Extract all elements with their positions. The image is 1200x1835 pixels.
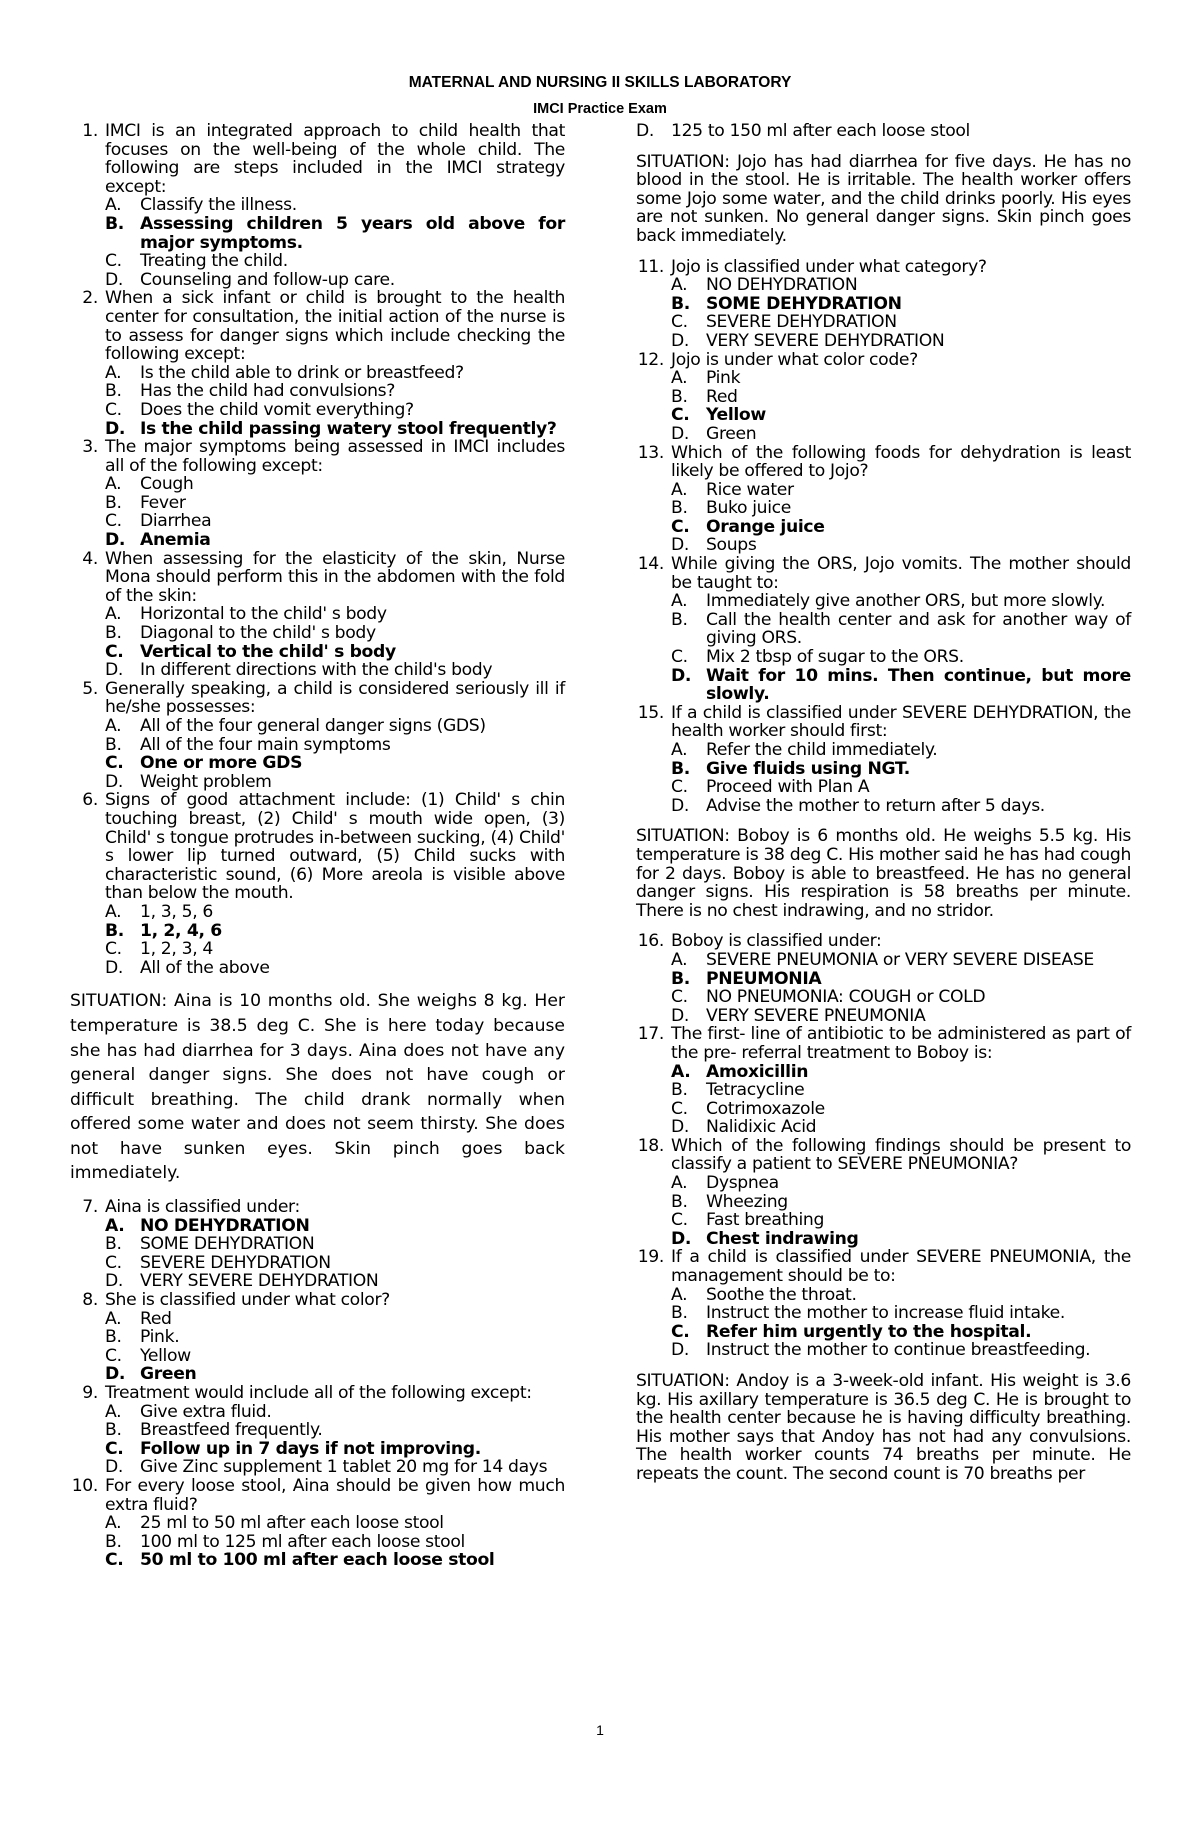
option-d bbox=[671, 425, 1131, 444]
option-letter: C. bbox=[671, 516, 690, 537]
option-letter: B. bbox=[671, 1303, 688, 1324]
option-text: Dyspnea bbox=[706, 1173, 779, 1194]
option-text: 1, 2, 4, 6 bbox=[140, 920, 222, 941]
question-17 bbox=[636, 1025, 1131, 1137]
option-a bbox=[105, 196, 565, 215]
option-text: VERY SEVERE DEHYDRATION bbox=[706, 330, 945, 351]
option-text: Nalidixic Acid bbox=[706, 1117, 817, 1138]
option-text: Refer him urgently to the hospital. bbox=[706, 1321, 1032, 1342]
option-c bbox=[671, 1211, 1131, 1230]
option-c bbox=[671, 648, 1131, 667]
option-d bbox=[105, 1272, 565, 1291]
option-text: SOME DEHYDRATION bbox=[140, 1234, 315, 1255]
option-letter: A. bbox=[105, 1513, 122, 1534]
question-text: Boboy is classified under: bbox=[671, 931, 882, 952]
option-a bbox=[105, 475, 565, 494]
option-letter: C. bbox=[671, 312, 688, 333]
option-letter: D. bbox=[671, 330, 689, 351]
option-c-correct bbox=[671, 1323, 1131, 1342]
question-text: Jojo is under what color code? bbox=[671, 349, 918, 370]
question-text: Which of the following findings should be present to classify a patient to SEVERE PNEUMONIA? bbox=[671, 1135, 1131, 1175]
option-letter: B. bbox=[105, 734, 122, 755]
option-text: Proceed with Plan A bbox=[706, 777, 870, 798]
option-text: Tetracycline bbox=[706, 1080, 805, 1101]
option-b bbox=[105, 1328, 565, 1347]
option-text: Fast breathing bbox=[706, 1210, 825, 1231]
option-letter: B. bbox=[671, 498, 688, 519]
question-text: IMCI is an integrated approach to child health that focuses on the well-being of the whole child. The following are steps included in the IMCI strategy except: bbox=[105, 121, 565, 197]
option-letter: D. bbox=[105, 1364, 126, 1385]
option-letter: D. bbox=[671, 1117, 689, 1138]
page-title: MATERNAL AND NURSING II SKILLS LABORATORY bbox=[408, 74, 792, 91]
option-c bbox=[671, 313, 1131, 332]
option-text: Diagonal to the child' s body bbox=[140, 623, 376, 644]
option-letter: B. bbox=[671, 758, 690, 779]
question-text: The major symptoms being assessed in IMCI includes all of the following except: bbox=[105, 437, 565, 476]
option-letter: D. bbox=[105, 771, 123, 792]
option-text: 1, 2, 3, 4 bbox=[140, 939, 214, 960]
option-text: SEVERE DEHYDRATION bbox=[140, 1252, 331, 1273]
option-letter: C. bbox=[105, 399, 122, 420]
option-letter: B. bbox=[671, 968, 690, 989]
question-number: 6. bbox=[82, 790, 98, 811]
option-b-correct bbox=[671, 970, 1131, 989]
option-c bbox=[105, 512, 565, 531]
option-c bbox=[105, 1254, 565, 1273]
option-a bbox=[671, 369, 1131, 388]
option-text: Green bbox=[140, 1364, 197, 1385]
option-letter: A. bbox=[671, 479, 688, 500]
option-a bbox=[105, 903, 565, 922]
question-1 bbox=[70, 122, 565, 289]
option-text: NO DEHYDRATION bbox=[706, 275, 858, 296]
question-number: 11. bbox=[637, 256, 664, 277]
option-d bbox=[105, 959, 565, 978]
option-text: Amoxicillin bbox=[706, 1061, 809, 1082]
option-a bbox=[671, 481, 1131, 500]
option-letter: D. bbox=[105, 957, 123, 978]
option-text: Wait for 10 mins. Then continue, but more slowly. bbox=[706, 665, 1131, 705]
option-letter: D. bbox=[636, 121, 654, 141]
option-letter: C. bbox=[105, 511, 122, 532]
option-letter: A. bbox=[671, 949, 688, 970]
option-d-continued bbox=[636, 122, 1131, 141]
option-text: Red bbox=[706, 386, 738, 407]
option-letter: C. bbox=[105, 1252, 122, 1273]
page-subtitle: IMCI Practice Exam bbox=[533, 101, 667, 117]
option-letter: B. bbox=[671, 293, 690, 314]
option-a bbox=[671, 741, 1131, 760]
question-number: 14. bbox=[637, 554, 664, 575]
question-number: 3. bbox=[82, 437, 98, 458]
option-letter: A. bbox=[671, 1061, 691, 1082]
option-text: Vertical to the child' s body bbox=[140, 641, 396, 662]
option-letter: D. bbox=[671, 535, 689, 556]
option-c bbox=[671, 988, 1131, 1007]
left-column bbox=[70, 122, 565, 1570]
option-c-correct bbox=[105, 754, 565, 773]
question-number: 1. bbox=[82, 121, 98, 141]
option-b-correct bbox=[105, 922, 565, 941]
option-letter: C. bbox=[105, 1438, 124, 1459]
option-text: Red bbox=[140, 1308, 172, 1329]
question-2 bbox=[70, 289, 565, 438]
option-letter: B. bbox=[671, 386, 688, 407]
option-letter: A. bbox=[105, 1308, 122, 1329]
option-text: Does the child vomit everything? bbox=[140, 399, 414, 420]
option-b-correct bbox=[671, 295, 1131, 314]
option-text: One or more GDS bbox=[140, 753, 303, 774]
question-9 bbox=[70, 1384, 565, 1477]
option-letter: B. bbox=[105, 492, 122, 513]
option-b bbox=[671, 1193, 1131, 1212]
option-letter: B. bbox=[105, 1531, 122, 1552]
option-c bbox=[671, 778, 1131, 797]
option-letter: D. bbox=[105, 530, 126, 551]
question-16 bbox=[636, 932, 1131, 1025]
option-d-correct bbox=[671, 1230, 1131, 1249]
option-letter: B. bbox=[105, 381, 122, 402]
option-letter: B. bbox=[671, 1191, 688, 1212]
question-12 bbox=[636, 351, 1131, 444]
option-text: Buko juice bbox=[706, 498, 791, 519]
question-5 bbox=[70, 680, 565, 792]
option-letter: A. bbox=[671, 275, 688, 296]
option-letter: A. bbox=[671, 591, 688, 612]
option-b-correct bbox=[105, 215, 565, 252]
question-7 bbox=[70, 1198, 565, 1291]
option-text: Is the child able to drink or breastfeed? bbox=[140, 362, 464, 383]
option-a bbox=[105, 1514, 565, 1533]
option-text: Weight problem bbox=[140, 771, 272, 792]
question-number: 2. bbox=[82, 288, 98, 309]
option-letter: C. bbox=[105, 1345, 122, 1366]
option-text: Classify the illness. bbox=[140, 195, 297, 216]
option-text: Rice water bbox=[706, 479, 794, 500]
question-number: 9. bbox=[82, 1383, 98, 1403]
option-c-correct bbox=[105, 1551, 565, 1570]
option-text: Is the child passing watery stool frequently? bbox=[140, 418, 557, 439]
option-letter: D. bbox=[105, 269, 123, 290]
option-text: All of the above bbox=[140, 957, 270, 978]
question-number: 15. bbox=[637, 702, 664, 723]
option-c-correct bbox=[671, 406, 1131, 425]
option-letter: C. bbox=[105, 641, 124, 662]
option-letter: D. bbox=[105, 1457, 123, 1478]
option-letter: D. bbox=[105, 418, 126, 439]
option-d bbox=[105, 1458, 565, 1477]
question-text: If a child is classified under SEVERE PNEUMONIA, the management should be to: bbox=[671, 1247, 1131, 1287]
option-c-correct bbox=[105, 643, 565, 662]
option-text: Give Zinc supplement 1 tablet 20 mg for 14 days bbox=[140, 1457, 548, 1478]
option-letter: B. bbox=[105, 213, 124, 234]
question-3 bbox=[70, 438, 565, 550]
option-c bbox=[105, 940, 565, 959]
option-letter: B. bbox=[671, 609, 688, 630]
option-c bbox=[105, 401, 565, 420]
question-15 bbox=[636, 704, 1131, 816]
option-text: Instruct the mother to continue breastfeeding. bbox=[706, 1340, 1091, 1361]
option-text: Follow up in 7 days if not improving. bbox=[140, 1438, 481, 1459]
question-text: The first- line of antibiotic to be administered as part of the pre- referral treatment to Boboy is: bbox=[671, 1024, 1131, 1063]
option-letter: D. bbox=[671, 1340, 689, 1361]
option-text: Pink bbox=[706, 368, 741, 389]
option-letter: C. bbox=[105, 753, 124, 774]
option-letter: A. bbox=[105, 362, 122, 383]
question-text: She is classified under what color? bbox=[105, 1290, 390, 1311]
option-letter: D. bbox=[671, 1228, 692, 1249]
option-letter: C. bbox=[105, 251, 122, 272]
option-text: Pink. bbox=[140, 1327, 180, 1348]
question-text: When assessing for the elasticity of the skin, Nurse Mona should perform this in the abdomen with the fold of the skin: bbox=[105, 548, 565, 606]
option-text: Horizontal to the child' s body bbox=[140, 604, 387, 625]
option-text: Call the health center and ask for another way of giving ORS. bbox=[706, 609, 1131, 649]
option-b bbox=[105, 1533, 565, 1552]
question-text: Which of the following foods for dehydration is least likely be offered to Jojo? bbox=[671, 442, 1131, 482]
question-6 bbox=[70, 791, 565, 977]
option-d bbox=[671, 1341, 1131, 1360]
option-letter: A. bbox=[105, 195, 122, 216]
question-text: Generally speaking, a child is considered seriously ill if he/she possesses: bbox=[105, 678, 565, 718]
option-text: Cough bbox=[140, 474, 194, 495]
option-a bbox=[105, 717, 565, 736]
question-number: 10. bbox=[71, 1475, 98, 1496]
option-c-correct bbox=[671, 518, 1131, 537]
option-text: Breastfeed frequently. bbox=[140, 1420, 323, 1441]
option-letter: C. bbox=[671, 1210, 688, 1231]
option-d-correct bbox=[105, 531, 565, 550]
option-letter: A. bbox=[671, 1173, 688, 1194]
option-letter: C. bbox=[671, 987, 688, 1008]
option-text: Soups bbox=[706, 535, 757, 556]
option-d bbox=[105, 661, 565, 680]
option-b-correct bbox=[671, 760, 1131, 779]
option-b bbox=[671, 499, 1131, 518]
option-text: Refer the child immediately. bbox=[706, 740, 938, 760]
option-a bbox=[105, 605, 565, 624]
question-text: While giving the ORS, Jojo vomits. The mother should be taught to: bbox=[671, 554, 1131, 593]
situation-boboy: SITUATION: Boboy is 6 months old. He weighs 5.5 kg. His temperature is 38 deg C. His mother said he has had cough for 2 days. Boboy is able to breastfeed. He has no general danger signs. His respiration is 58 breaths per minute. There is no chest indrawing, and no stridor. bbox=[636, 826, 1131, 921]
option-text: Chest indrawing bbox=[706, 1228, 859, 1249]
option-letter: A. bbox=[671, 1284, 688, 1305]
option-c-correct bbox=[105, 1440, 565, 1459]
option-letter: A. bbox=[105, 474, 122, 495]
option-a bbox=[671, 951, 1131, 970]
option-text: Assessing children 5 years old above for major symptoms. bbox=[140, 213, 565, 253]
option-letter: B. bbox=[105, 1234, 122, 1255]
option-letter: C. bbox=[671, 1098, 688, 1119]
option-text: Immediately give another ORS, but more slowly. bbox=[706, 591, 1106, 612]
question-4 bbox=[70, 550, 565, 680]
option-d bbox=[671, 1118, 1131, 1137]
question-number: 5. bbox=[82, 678, 98, 699]
page-number: 1 bbox=[596, 1722, 604, 1738]
option-letter: D. bbox=[671, 423, 689, 444]
option-letter: B. bbox=[105, 1327, 122, 1348]
option-text: All of the four general danger signs (GDS) bbox=[140, 716, 486, 736]
option-letter: C. bbox=[671, 647, 688, 668]
option-b bbox=[105, 624, 565, 643]
option-text: 1, 3, 5, 6 bbox=[140, 901, 214, 922]
option-text: SEVERE DEHYDRATION bbox=[706, 312, 897, 333]
option-text: Green bbox=[706, 423, 757, 444]
option-a bbox=[671, 1174, 1131, 1193]
question-number: 18. bbox=[637, 1135, 664, 1156]
question-10 bbox=[70, 1477, 565, 1570]
option-text: Orange juice bbox=[706, 516, 825, 537]
option-text: Diarrhea bbox=[140, 511, 212, 532]
option-letter: B. bbox=[105, 623, 122, 644]
option-a bbox=[105, 1403, 565, 1422]
option-a bbox=[671, 592, 1131, 611]
option-text: NO DEHYDRATION bbox=[140, 1215, 310, 1236]
option-text: PNEUMONIA bbox=[706, 968, 822, 989]
option-text: 50 ml to 100 ml after each loose stool bbox=[140, 1550, 495, 1571]
option-letter: B. bbox=[671, 1080, 688, 1101]
question-number: 12. bbox=[637, 349, 664, 370]
option-text: 125 to 150 ml after each loose stool bbox=[671, 121, 970, 141]
situation-aina: SITUATION: Aina is 10 months old. She weighs 8 kg. Her temperature is 38.5 deg C. She is here today because she has had diarrhea for 3 days. Aina does not have any general danger signs. She does not have cough or difficult breathing. The child drank normally when offered some water and does not seem thirsty. She does not have sunken eyes. Skin pinch goes back immediately. bbox=[70, 991, 565, 1184]
question-number: 13. bbox=[637, 442, 664, 463]
option-a-correct bbox=[671, 1063, 1131, 1082]
option-a-correct bbox=[105, 1217, 565, 1236]
situation-andoy: SITUATION: Andoy is a 3-week-old infant. His weight is 3.6 kg. His axillary temperature is 36.5 deg C. He is brought to the health center because he is having difficulty breathing. His mother says that Andoy has not had any convulsions. The health worker counts 74 breaths per minute. He repeats the count. The second count is 70 breaths per bbox=[636, 1371, 1131, 1484]
option-d bbox=[671, 1007, 1131, 1026]
option-d bbox=[105, 773, 565, 792]
question-number: 16. bbox=[637, 931, 664, 952]
question-text: When a sick infant or child is brought to the health center for consultation, the initial action of the nurse is to assess for danger signs which include checking the following except: bbox=[105, 288, 565, 365]
option-text: In different directions with the child's body bbox=[140, 660, 493, 681]
option-c bbox=[105, 252, 565, 271]
option-letter: D. bbox=[671, 665, 692, 686]
option-letter: A. bbox=[671, 368, 688, 389]
option-letter: A. bbox=[105, 604, 122, 625]
option-b bbox=[671, 611, 1131, 648]
option-letter: D. bbox=[105, 660, 123, 681]
question-number: 8. bbox=[82, 1290, 98, 1311]
option-c bbox=[671, 1100, 1131, 1119]
question-text: For every loose stool, Aina should be given how much extra fluid? bbox=[105, 1475, 565, 1515]
option-text: Anemia bbox=[140, 530, 211, 551]
option-b bbox=[105, 736, 565, 755]
option-a bbox=[105, 364, 565, 383]
option-d-correct bbox=[671, 667, 1131, 704]
question-text: Jojo is classified under what category? bbox=[671, 256, 987, 277]
option-d bbox=[105, 271, 565, 290]
option-d bbox=[671, 536, 1131, 555]
question-text: Aina is classified under: bbox=[105, 1197, 300, 1218]
option-b bbox=[105, 382, 565, 401]
right-column bbox=[636, 122, 1131, 1496]
option-b bbox=[105, 494, 565, 513]
option-text: VERY SEVERE DEHYDRATION bbox=[140, 1271, 379, 1292]
option-text: Yellow bbox=[140, 1345, 191, 1366]
question-text: Treatment would include all of the following except: bbox=[105, 1383, 532, 1403]
question-number: 19. bbox=[637, 1247, 664, 1268]
question-11 bbox=[636, 258, 1131, 351]
option-letter: A. bbox=[671, 740, 688, 760]
option-text: 25 ml to 50 ml after each loose stool bbox=[140, 1513, 444, 1534]
option-text: All of the four main symptoms bbox=[140, 734, 391, 755]
option-b bbox=[105, 1421, 565, 1440]
question-number: 4. bbox=[82, 548, 98, 569]
option-letter: B. bbox=[105, 1420, 122, 1441]
option-letter: A. bbox=[105, 1401, 122, 1422]
option-d bbox=[671, 797, 1131, 816]
option-letter: A. bbox=[105, 716, 122, 736]
option-text: NO PNEUMONIA: COUGH or COLD bbox=[706, 987, 986, 1008]
option-text: 100 ml to 125 ml after each loose stool bbox=[140, 1531, 465, 1552]
option-text: Soothe the throat. bbox=[706, 1284, 857, 1305]
option-b bbox=[105, 1235, 565, 1254]
question-14 bbox=[636, 555, 1131, 704]
option-letter: A. bbox=[105, 901, 122, 922]
option-d bbox=[671, 332, 1131, 351]
option-d-correct bbox=[105, 1365, 565, 1384]
question-8 bbox=[70, 1291, 565, 1384]
option-a bbox=[671, 1286, 1131, 1305]
option-text: Has the child had convulsions? bbox=[140, 381, 396, 402]
option-text: Counseling and follow-up care. bbox=[140, 269, 395, 290]
question-19 bbox=[636, 1248, 1131, 1360]
option-letter: B. bbox=[105, 920, 124, 941]
option-text: Advise the mother to return after 5 days. bbox=[706, 795, 1045, 816]
option-text: Give extra fluid. bbox=[140, 1401, 272, 1422]
option-text: Instruct the mother to increase fluid intake. bbox=[706, 1303, 1065, 1324]
option-c bbox=[105, 1347, 565, 1366]
question-text: Signs of good attachment include: (1) Child' s chin touching breast, (2) Child' s mouth wide open, (3) Child' s tongue protrudes in-between sucking, (4) Child' s lower lip turned outward, (5) Child sucks with characteristic sound, (6) More areola is visible above than below the mouth. bbox=[105, 790, 565, 904]
option-letter: D. bbox=[105, 1271, 123, 1292]
option-letter: D. bbox=[671, 795, 689, 816]
option-letter: C. bbox=[671, 1321, 690, 1342]
option-text: Cotrimoxazole bbox=[706, 1098, 825, 1119]
situation-jojo: SITUATION: Jojo has had diarrhea for five days. He has no blood in the stool. He is irritable. The health worker offers some Jojo some water, and the child drinks poorly. His eyes are not sunken. No general danger signs. Skin pinch goes back immediately. bbox=[636, 151, 1131, 246]
option-text: Fever bbox=[140, 492, 186, 513]
option-letter: D. bbox=[671, 1005, 689, 1026]
option-letter: A. bbox=[105, 1215, 125, 1236]
option-letter: C. bbox=[671, 405, 690, 426]
option-text: Treating the child. bbox=[140, 251, 288, 272]
option-d-correct bbox=[105, 420, 565, 439]
option-text: SOME DEHYDRATION bbox=[706, 293, 902, 314]
option-a bbox=[105, 1310, 565, 1329]
option-letter: C. bbox=[105, 939, 122, 960]
option-text: VERY SEVERE PNEUMONIA bbox=[706, 1005, 926, 1026]
option-text: SEVERE PNEUMONIA or VERY SEVERE DISEASE bbox=[706, 949, 1094, 970]
option-b bbox=[671, 1081, 1131, 1100]
option-letter: C. bbox=[105, 1550, 124, 1571]
question-number: 7. bbox=[82, 1197, 98, 1218]
question-text: If a child is classified under SEVERE DEHYDRATION, the health worker should first: bbox=[671, 702, 1131, 742]
question-number: 17. bbox=[637, 1024, 664, 1045]
option-text: Mix 2 tbsp of sugar to the ORS. bbox=[706, 647, 964, 668]
option-a bbox=[671, 276, 1131, 295]
option-text: Yellow bbox=[706, 405, 766, 426]
option-text: Wheezing bbox=[706, 1191, 788, 1212]
option-b bbox=[671, 388, 1131, 407]
option-letter: C. bbox=[671, 777, 688, 798]
question-18 bbox=[636, 1137, 1131, 1249]
option-b bbox=[671, 1304, 1131, 1323]
option-text: Give fluids using NGT. bbox=[706, 758, 910, 779]
question-13 bbox=[636, 444, 1131, 556]
